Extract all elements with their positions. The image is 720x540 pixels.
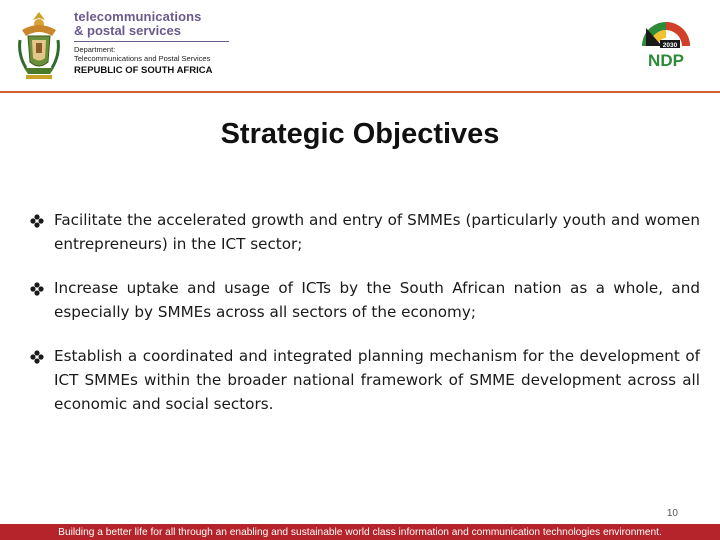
ndp-year: 2030 bbox=[662, 42, 678, 49]
bullet-text: Increase uptake and usage of ICTs by the South African nation as a whole, and especially by SMMEs across all sectors of the economy; bbox=[54, 279, 700, 321]
header-rule bbox=[0, 91, 720, 93]
country-name: REPUBLIC OF SOUTH AFRICA bbox=[74, 65, 213, 76]
footer-tagline: Building a better life for all through an enabling and sustainable world class information and communication technologies environment. bbox=[58, 527, 662, 538]
coat-of-arms-icon bbox=[14, 10, 64, 82]
slide-title-text: Strategic Objectives bbox=[220, 118, 500, 150]
brand-line-1: telecommunications bbox=[74, 9, 202, 24]
diamond-bullet-icon bbox=[30, 214, 44, 228]
department-branding bbox=[74, 10, 244, 76]
brand-divider bbox=[74, 41, 229, 42]
bullet-text: Facilitate the accelerated growth and entry of SMMEs (particularly youth and women entrepreneurs) in the ICT sector; bbox=[54, 211, 700, 253]
diamond-bullet-icon bbox=[30, 350, 44, 364]
list-item bbox=[30, 276, 700, 324]
brand-line-2: & postal services bbox=[74, 23, 181, 38]
ndp-2030-logo-icon bbox=[636, 16, 696, 78]
slide-title bbox=[0, 118, 720, 151]
slide-header bbox=[0, 0, 720, 92]
objectives-list bbox=[30, 208, 700, 436]
list-item bbox=[30, 344, 700, 416]
department-name: Telecommunications and Postal Services bbox=[74, 54, 211, 63]
diamond-bullet-icon bbox=[30, 282, 44, 296]
bullet-text: Establish a coordinated and integrated planning mechanism for the development of ICT SMMEs within the broader national framework of SMME development across all economic and social sectors. bbox=[54, 347, 700, 413]
department-label: Department: bbox=[74, 45, 116, 54]
list-item bbox=[30, 208, 700, 256]
page-number: 10 bbox=[666, 508, 678, 519]
ndp-label: NDP bbox=[648, 51, 684, 70]
